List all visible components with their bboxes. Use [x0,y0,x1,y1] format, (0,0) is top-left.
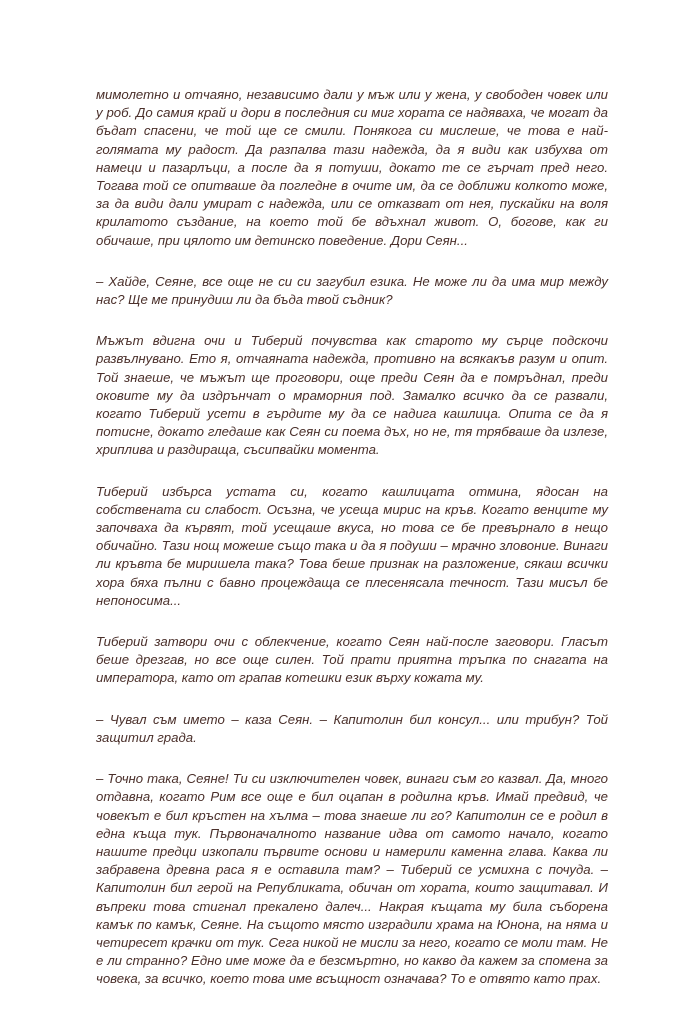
paragraph-3: Мъжът вдигна очи и Тиберий почувства как старото му сърце подскочи развълнувано. Ето я, отчаяната надежда, противно на всякакъв разум и опит. Той знаеше, че мъжът ще проговори, още преди Сеян да е помръднал, преди оковите му да издрънчат о мраморния под. Замалко всичко да се развали, когато Тиберий усети в гърдите му да се надига кашлица. Опита се да я потисне, докато гледаше как Сеян си поема дъх, но не, тя трябваше да излезе, хриплива и раздираща, съсипвайки момента. [96,333,608,458]
paragraph-5: Тиберий затвори очи с облекчение, когато Сеян най-после заговори. Гласът беше дрезгав, но все още силен. Той прати приятна тръпка по снагата на императора, като от грапав котешки език върху кожата му. [96,634,608,686]
document-page [96,86,608,1012]
paragraph-6: – Чувал съм името – каза Сеян. – Капитолин бил консул... или трибун? Той защитил града. [96,711,608,745]
paragraph-1: мимолетно и отчаяно, независимо дали у мъж или у жена, у свободен човек или у роб. До самия край и дори в последния си миг хората се надяваха, че могат да бъдат спасени, че той ще се смили. Понякога си мислеше, че това е най-голямата му радост. Да разпалва тази надежда, да я види как избухва от намеци и пазарлъци, а после да я потуши, докато те се гърчат пред него. Тогава той се опитваше да погледне в очите им, да се доближи колкото може, за да види дали умират с надежда, или се отказват от нея, пускайки на воля крилатото създание, на което той бе вдъхнал живот. О, богове, как ги обичаше, при цялото им детинско поведение. Дори Сеян... [96,87,608,248]
paragraph-4: Тиберий избърса устата си, когато кашлицата отмина, ядосан на собствената си слабост. Осъзна, че усеща мирис на кръв. Когато венците му започваха да кървят, той усещаше вкуса, но това се бе превърнало в нещо обичайно. Тази нощ можеше също така и да я подуши – мрачно зловоние. Винаги ли кръвта бе миришела така? Това беше признак на разложение, сякаш всички хора бяха пълни с бавно процеждаща се плесенясала течност. Тази мисъл бе непоносима... [96,483,608,608]
paragraph-7: – Точно така, Сеяне! Ти си изключителен човек, винаги съм го казвал. Да, много отдавна, когато Рим все още е бил оцапан в родилна кръв. Имай предвид, че човекът е бил кръстен на хълма – това знаеше ли го? Капитолин се е родил в една къща тук. Първоначалното название идва от самото начало, когато нашите предци изкопали първите основи и намерили каменна глава. Каква ли забравена древна раса я е оставила там? – Тиберий се усмихна с почуда. – Капитолин бил герой на Републиката, обичан от хората, които защитавал. И въпреки това стигнал прекалено далеч... Накрая къщата му била съборена камък по камък, Сеяне. На същото място изградили храма на Юнона, на няма и четиресет крачки от тук. Сега никой не мисли за него, когато се моли там. Не е ли странно? Едно име може да е безсмъртно, но какво да кажем за спомена за човека, за всичко, което това име всъщност означава? То е отвято като прах. [96,771,608,987]
paragraph-2: – Хайде, Сеяне, все още не си си загубил езика. Не може ли да има мир между нас? Ще ме принудиш ли да бъда твой съдник? [96,273,608,308]
